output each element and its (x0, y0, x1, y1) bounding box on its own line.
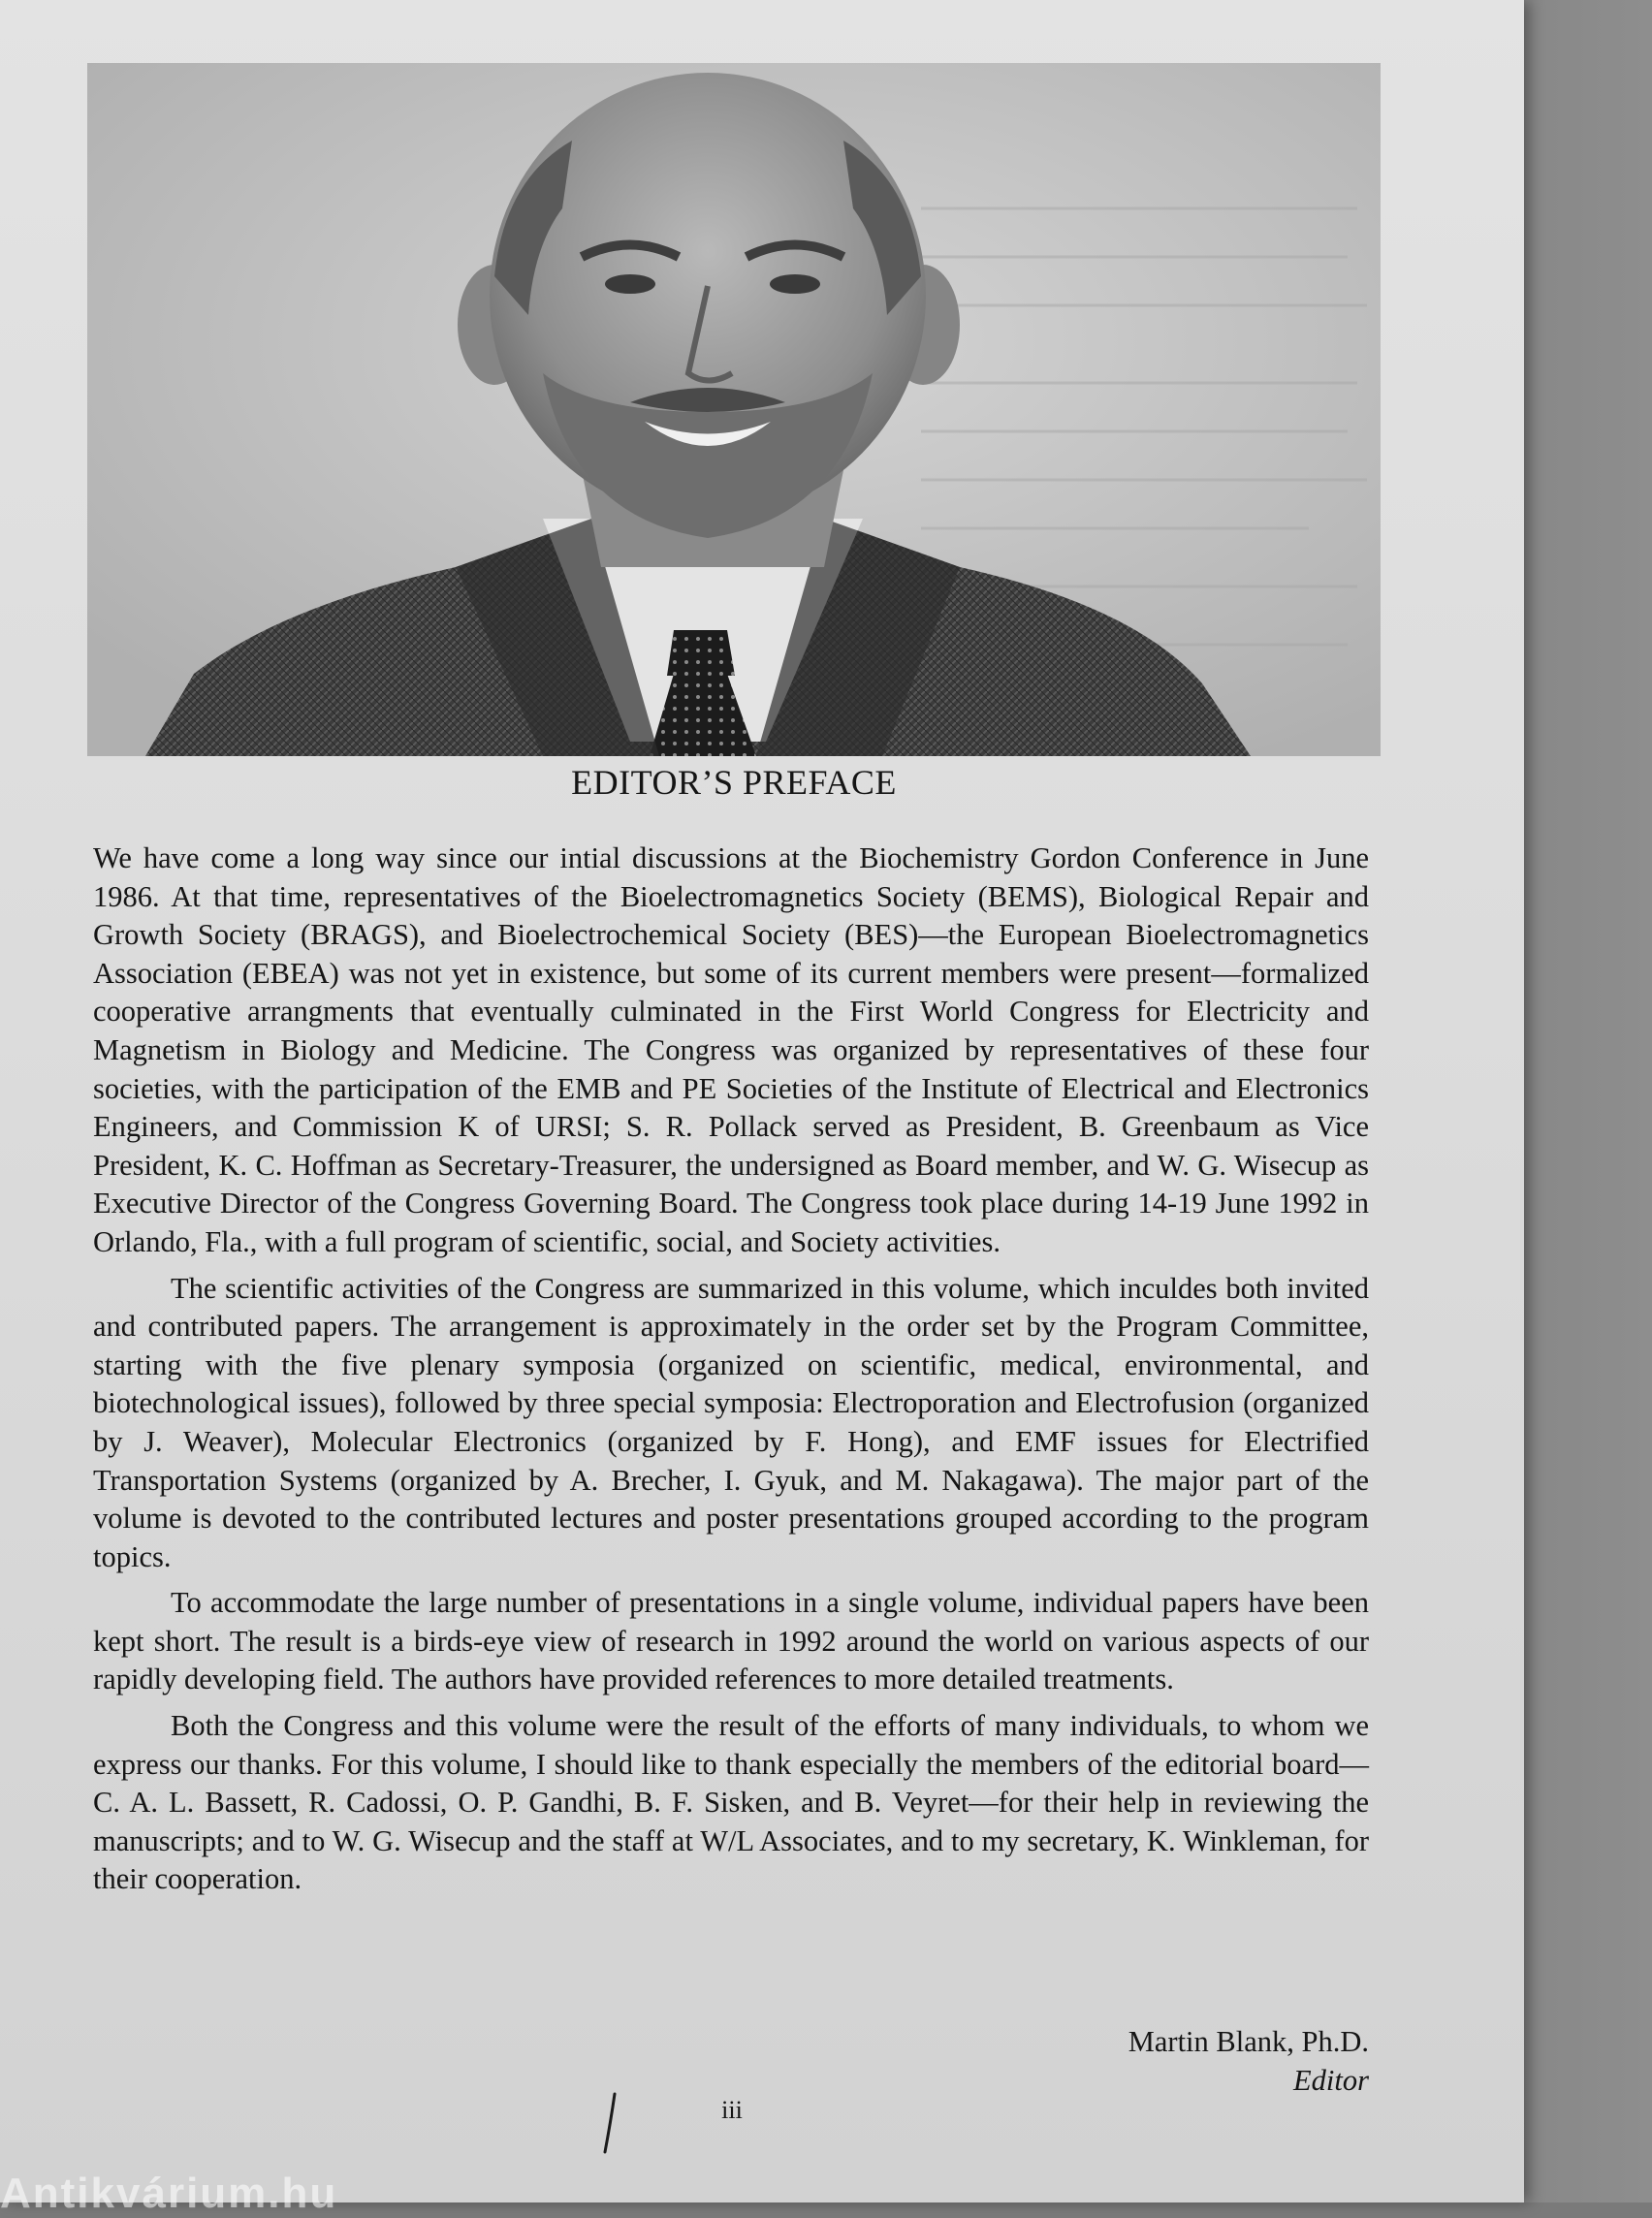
watermark: Antikvárium.hu (0, 2170, 338, 2217)
editor-portrait-photo (87, 63, 1381, 756)
paragraph-2: The scientific activities of the Congress are summarized in this volume, which inculdes both invited and contributed papers. The arrangement is approximately in the order set by the Program Committee, starting with the five plenary symposia (organized on scientific, medical, environmental, and biotechnological issues), followed by three special symposia: Electroporation and Electrofusion (organized by J. Weaver), Molecular Electronics (organized by F. Hong), and EMF issues for Electrified Transportation Systems (organized by A. Brecher, I. Gyuk, and M. Nakagawa). The major part of the volume is devoted to the contributed lectures and poster presentations grouped according to the program topics. (93, 1271, 1369, 1573)
signature-name: Martin Blank, Ph.D. (1128, 2025, 1369, 2058)
preface-body (93, 840, 1369, 1907)
paragraph-3: To accommodate the large number of presentations in a single volume, individual papers have been kept short. The result is a birds-eye view of research in 1992 around the world on various aspects of our rapidly developing field. The authors have provided references to more detailed treatments. (93, 1586, 1369, 1696)
paragraph-4: Both the Congress and this volume were the result of the efforts of many individuals, to whom we express our thanks. For this volume, I should like to thank especially the members of the editorial board—C. A. L. Bassett, R. Cadossi, O. P. Gandhi, B. F. Sisken, and B. Veyret—for their help in reviewing the manuscripts; and to W. G. Wisecup and the staff at W/L Associates, and to my secretary, K. Winkleman, for their cooperation. (93, 1709, 1369, 1896)
paragraph-1: We have come a long way since our intial discussions at the Biochemistry Gordon Conference in June 1986. At that time, representatives of the Bioelectromagnetics Society (BEMS), Biological Repair and Growth Society (BRAGS), and Bioelectrochemical Society (BES)—the European Bioelectromagnetics Association (EBEA) was not yet in existence, but some of its current members were present—formalized cooperative arrangments that eventually culminated in the First World Congress for Electricity and Magnetism in Biology and Medicine. The Congress was organized by representatives of these four societies, with the participation of the EMB and PE Societies of the Institute of Electrical and Electronics Engineers, and Commission K of URSI; S. R. Pollack served as President, B. Greenbaum as Vice President, K. C. Hoffman as Secretary-Treasurer, the undersigned as Board member, and W. G. Wisecup as Executive Director of the Congress Governing Board. The Congress took place during 14-19 June 1992 in Orlando, Fla., with a full program of scientific, social, and Society activities. (93, 841, 1369, 1258)
page-title: EDITOR’S PREFACE (571, 763, 897, 802)
pen-mark-icon (601, 2092, 620, 2154)
page-number: iii (721, 2096, 743, 2124)
signature-block (1128, 2022, 1369, 2100)
signature-role: Editor (1293, 2064, 1369, 2097)
